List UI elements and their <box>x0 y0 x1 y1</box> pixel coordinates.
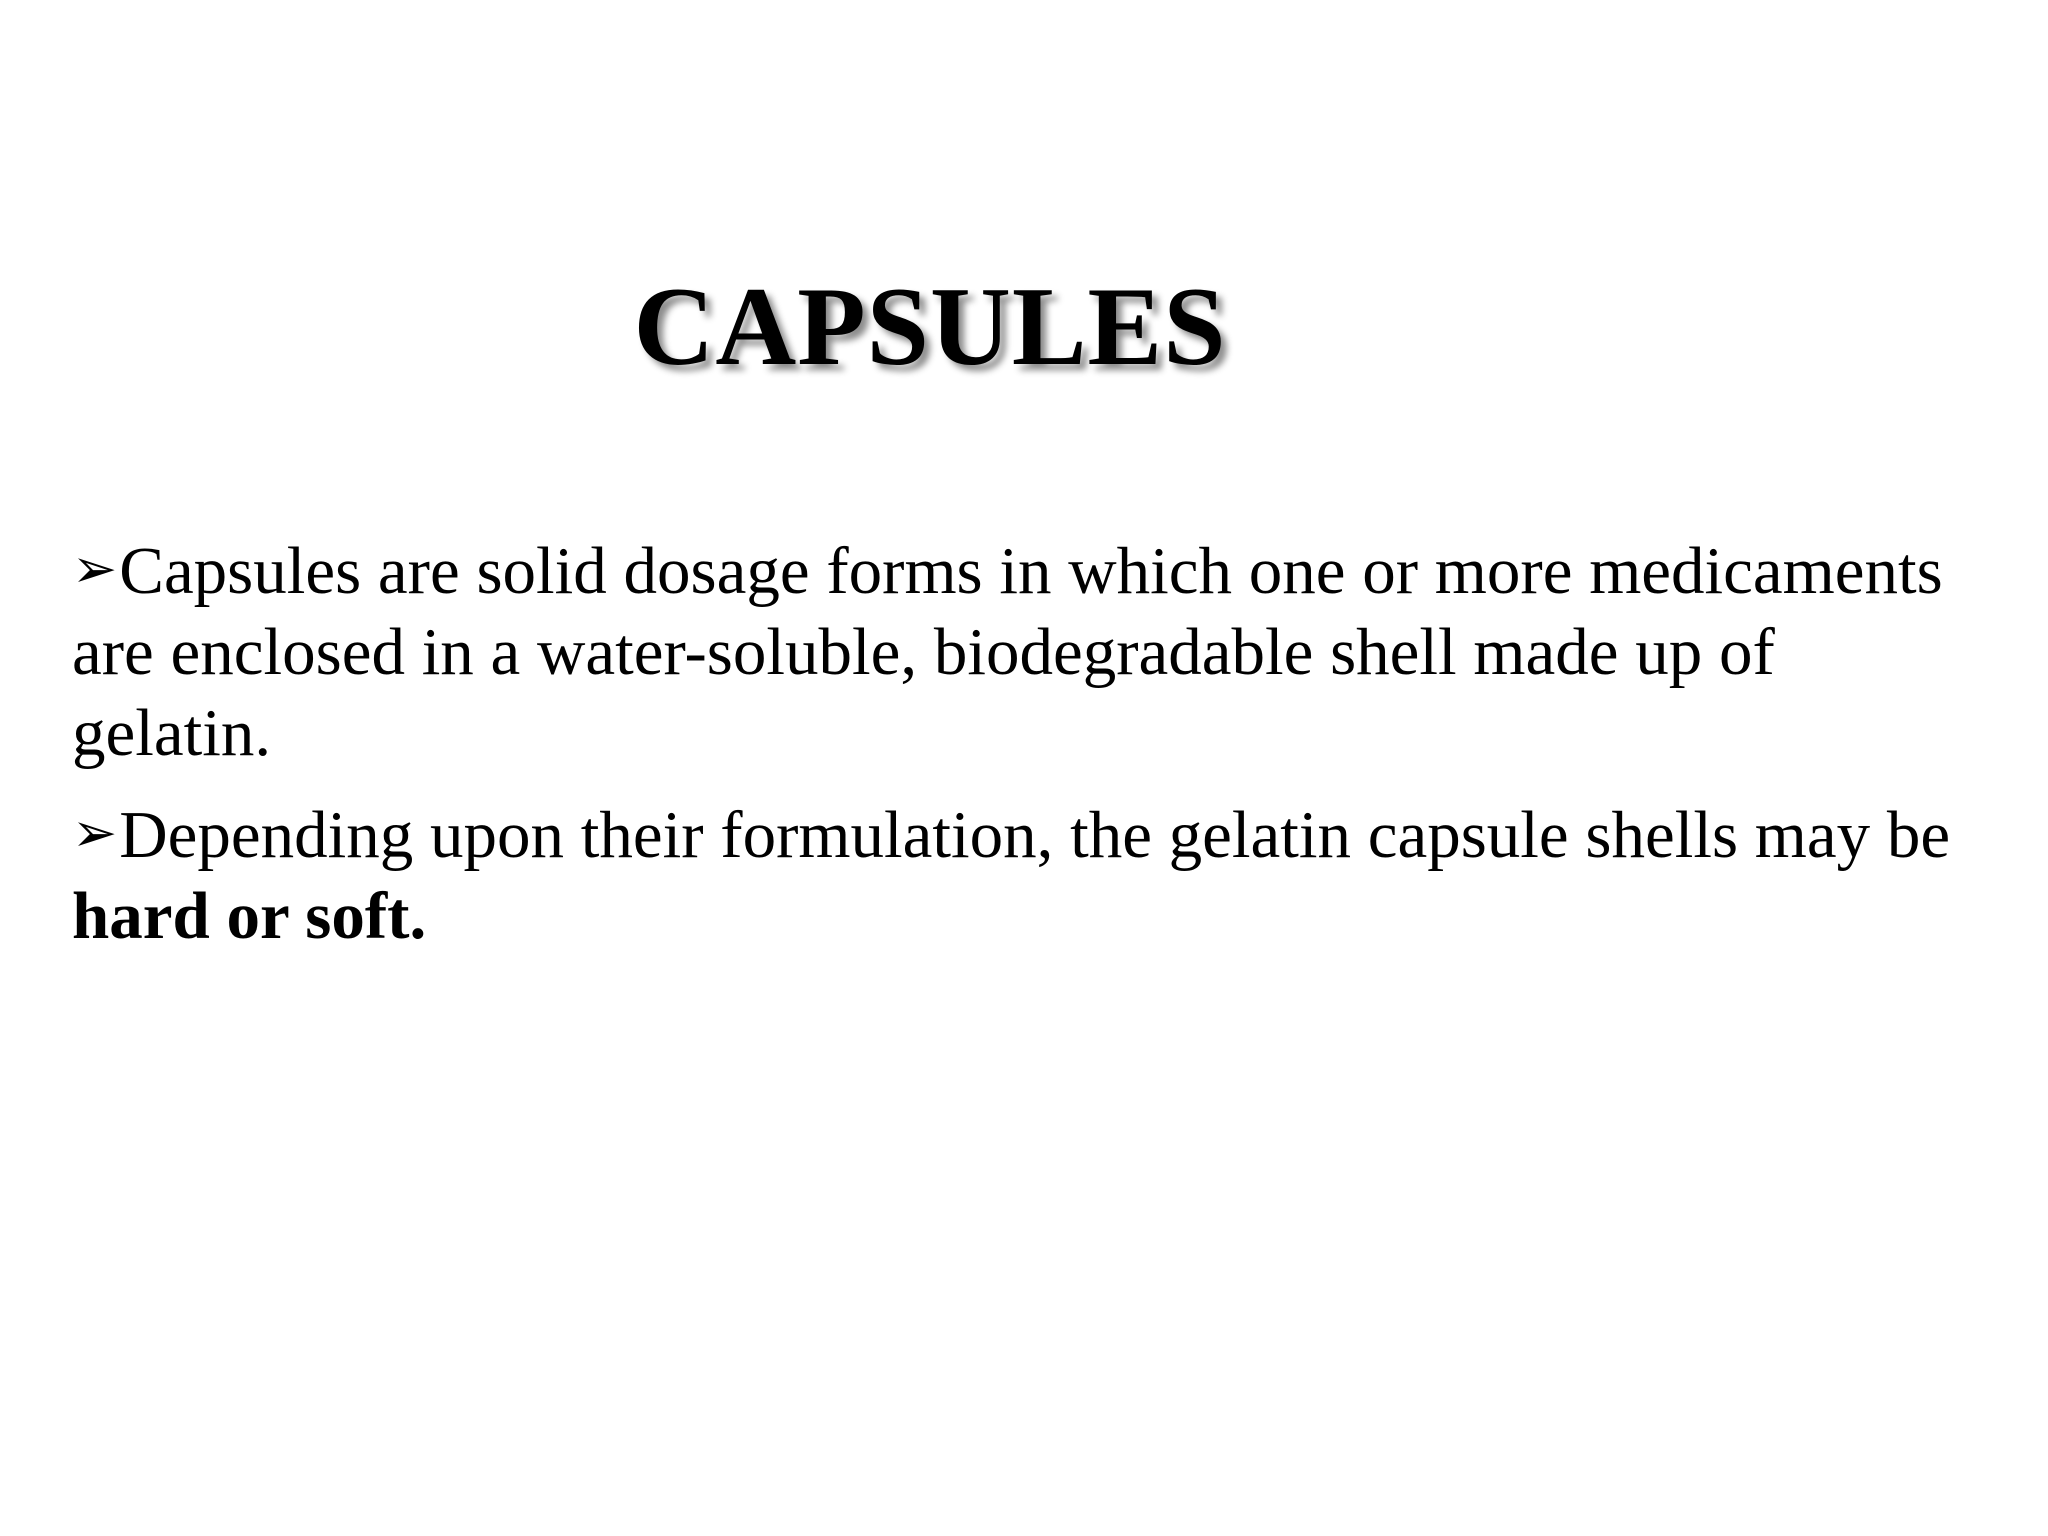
slide-body <box>72 528 1972 975</box>
bullet-item <box>72 792 1972 957</box>
bullet-text: Depending upon their formulation, the gelatin capsule shells may be <box>119 798 1951 872</box>
slide-title: CAPSULES <box>633 265 1227 389</box>
arrow-bullet-icon: ➢ <box>72 801 118 864</box>
bullet-text: Capsules are solid dosage forms in which one or more medicaments are enclosed in a water-soluble, biodegradable shell made up of gelatin. <box>72 534 1943 770</box>
bullet-item <box>72 528 1972 774</box>
arrow-bullet-icon: ➢ <box>72 537 118 600</box>
bullet-bold-text: hard or soft. <box>72 879 427 953</box>
